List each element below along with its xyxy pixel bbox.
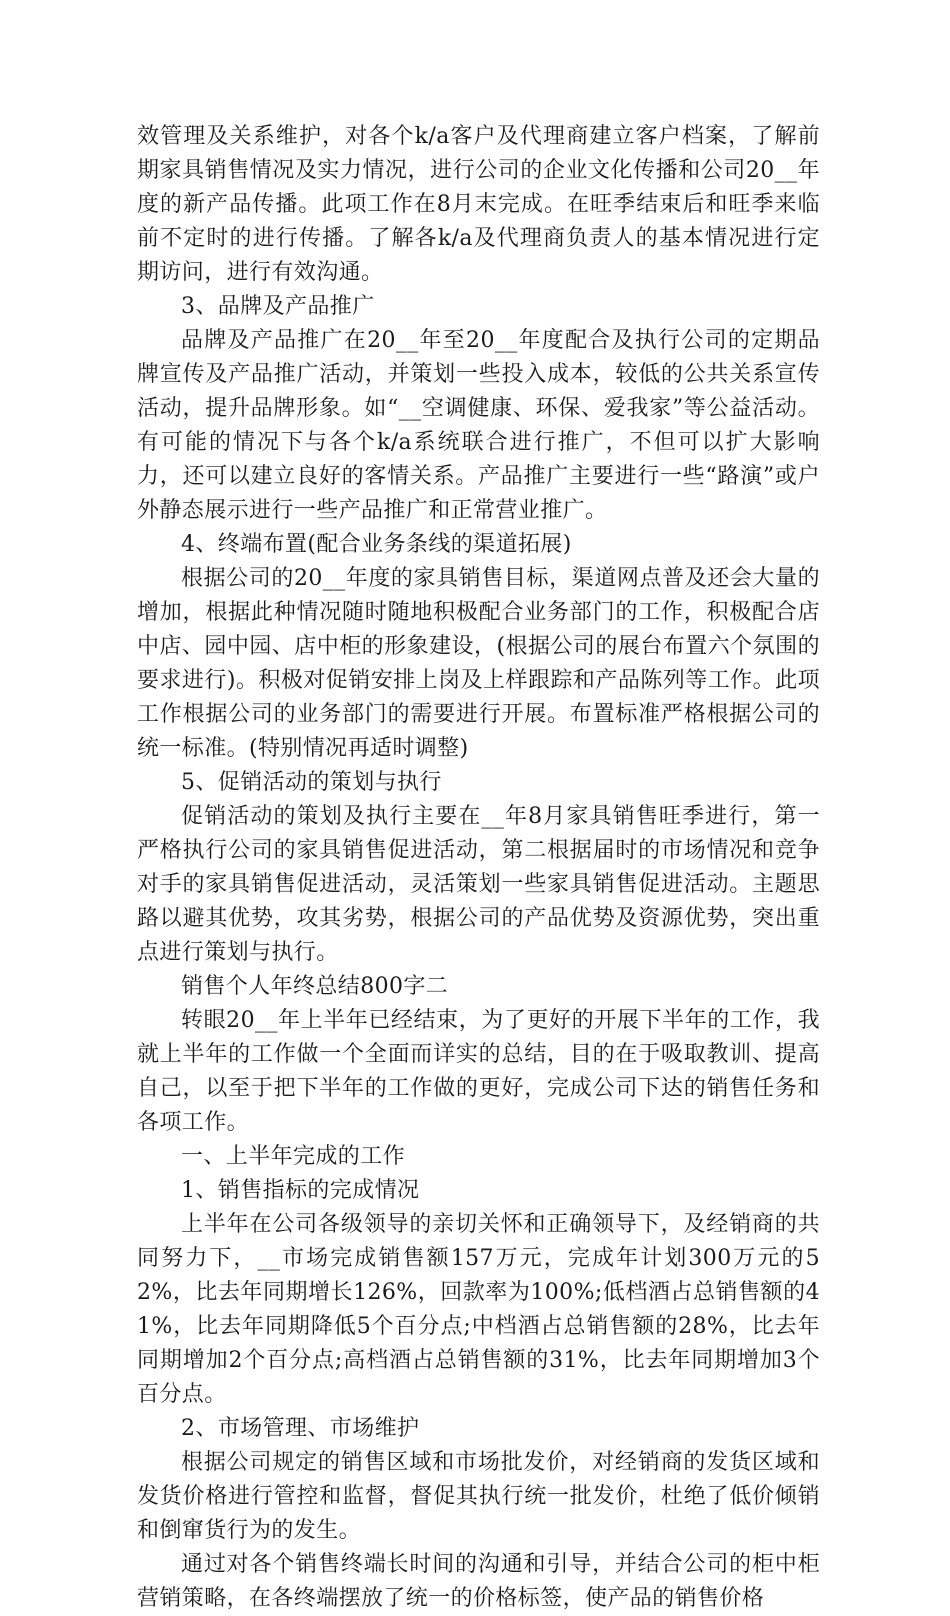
document-body bbox=[137, 120, 820, 1616]
subsection-heading: 2、市场管理、市场维护 bbox=[181, 1416, 420, 1441]
paragraph: 品牌及产品推广在20__年至20__年度配合及执行公司的定期品牌宣传及产品推广活动，并策划一些投入成本，较低的公共关系宣传活动，提升品牌形象。如“__空调健康、环保、爱我家”等公益活动。有可能的情况下与各个k/a系统联合进行推广，不但可以扩大影响力，还可以建立良好的客情关系。产品推广主要进行一些“路演”或户外静态展示进行一些产品推广和正常营业推广。 bbox=[137, 328, 820, 523]
section-heading: 5、促销活动的策划与执行 bbox=[181, 770, 442, 795]
section-heading: 3、品牌及产品推广 bbox=[181, 294, 375, 319]
section-heading: 4、终端布置(配合业务条线的渠道拓展) bbox=[181, 532, 572, 557]
paragraph: 根据公司规定的销售区域和市场批发价，对经销商的发货区域和发货价格进行管控和监督，督促其执行统一批发价，杜绝了低价倾销和倒窜货行为的发生。 bbox=[137, 1450, 820, 1543]
paragraph: 根据公司的20__年度的家具销售目标，渠道网点普及还会大量的增加，根据此种情况随时随地积极配合业务部门的工作，积极配合店中店、园中园、店中柜的形象建设，(根据公司的展台布置六个氛围的要求进行)。积极对促销安排上岗及上样跟踪和产品陈列等工作。此项工作根据公司的业务部门的需要进行开展。布置标准严格根据公司的统一标准。(特别情况再适时调整) bbox=[137, 566, 820, 761]
paragraph: 促销活动的策划及执行主要在__年8月家具销售旺季进行，第一严格执行公司的家具销售促进活动，第二根据届时的市场情况和竞争对手的家具销售促进活动，灵活策划一些家具销售促进活动。主题思路以避其优势，攻其劣势，根据公司的产品优势及资源优势，突出重点进行策划与执行。 bbox=[137, 804, 820, 965]
paragraph: 转眼20__年上半年已经结束，为了更好的开展下半年的工作，我就上半年的工作做一个全面而详实的总结，目的在于吸取教训、提高自己，以至于把下半年的工作做的更好，完成公司下达的销售任务和各项工作。 bbox=[137, 1008, 820, 1135]
paragraph: 上半年在公司各级领导的亲切关怀和正确领导下，及经销商的共同努力下，__市场完成销售额157万元，完成年计划300万元的52%，比去年同期增长126%，回款率为100%;低档酒占总销售额的41%，比去年同期降低5个百分点;中档酒占总销售额的28%，比去年同期增加2个百分点;高档酒占总销售额的31%，比去年同期增加3个百分点。 bbox=[137, 1212, 820, 1407]
subsection-heading: 1、销售指标的完成情况 bbox=[181, 1178, 420, 1203]
article-title: 销售个人年终总结800字二 bbox=[181, 974, 449, 999]
section-heading: 一、上半年完成的工作 bbox=[181, 1144, 406, 1169]
paragraph: 通过对各个销售终端长时间的沟通和引导，并结合公司的柜中柜营销策略，在各终端摆放了统一的价格标签，使产品的销售价格 bbox=[137, 1552, 820, 1611]
paragraph: 效管理及关系维护，对各个k/a客户及代理商建立客户档案，了解前期家具销售情况及实力情况，进行公司的企业文化传播和公司20__年度的新产品传播。此项工作在8月末完成。在旺季结束后和旺季来临前不定时的进行传播。了解各k/a及代理商负责人的基本情况进行定期访问，进行有效沟通。 bbox=[137, 124, 820, 285]
